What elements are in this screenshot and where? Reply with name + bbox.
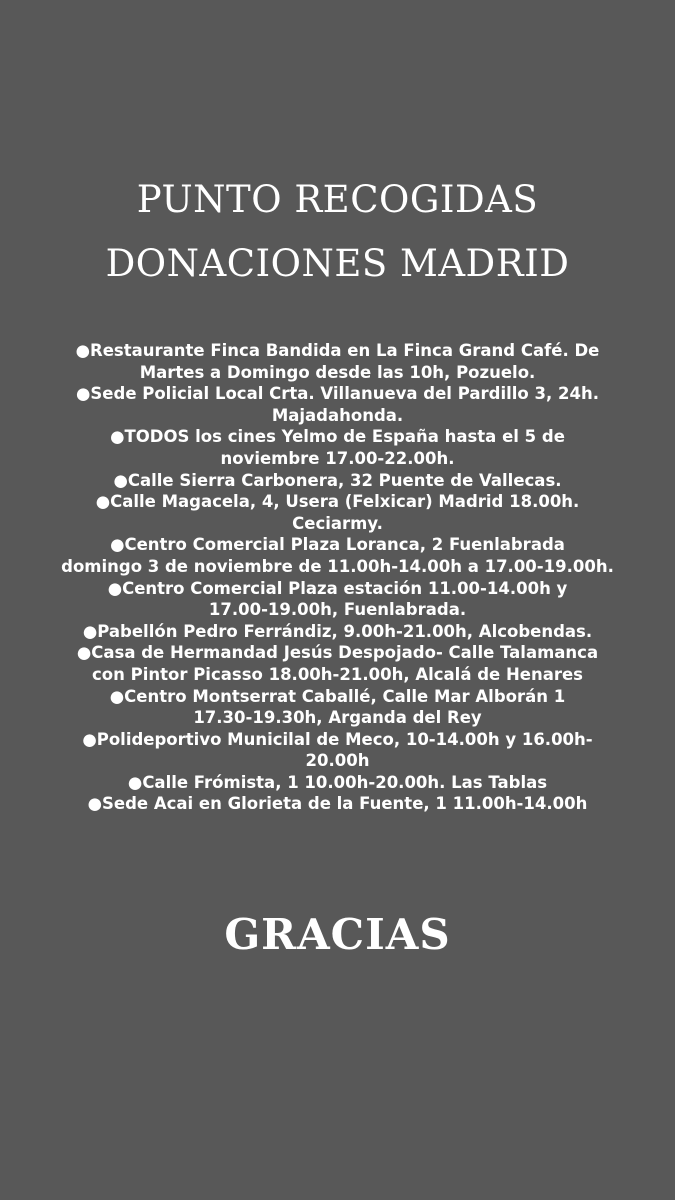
list-item-line: ●Restaurante Finca Bandida en La Finca Grand Café. De xyxy=(75,341,600,360)
list-item-line: Ceciarmy. xyxy=(292,513,383,533)
list-item-line: 17.30-19.30h, Arganda del Rey xyxy=(193,708,482,728)
list-item-line: 17.00-19.00h, Fuenlabrada. xyxy=(208,600,467,620)
thanks-text: GRACIAS xyxy=(224,910,451,959)
list-item xyxy=(20,470,655,492)
list-item xyxy=(20,729,655,772)
list-item xyxy=(20,426,655,469)
list-item xyxy=(20,534,655,577)
list-item-line: ●TODOS los cines Yelmo de España hasta el 5 de xyxy=(110,427,565,447)
list-item-line: ●Polideportivo Municilal de Meco, 10-14.00h y 16.00h- xyxy=(82,729,593,749)
title-line-1: PUNTO RECOGIDAS xyxy=(136,178,539,221)
list-item xyxy=(20,578,655,621)
list-item-line: ●Sede Policial Local Crta. Villanueva del Pardillo 3, 24h. xyxy=(76,384,599,404)
list-item-line: ●Calle Sierra Carbonera, 32 Puente de Vallecas. xyxy=(113,470,562,490)
list-item-line: noviembre 17.00-22.00h. xyxy=(220,448,455,468)
page-title xyxy=(0,168,675,296)
list-item-line: ●Casa de Hermandad Jesús Despojado- Calle Talamanca xyxy=(76,643,599,663)
list-item xyxy=(20,772,655,794)
list-item xyxy=(20,793,655,815)
list-item xyxy=(20,686,655,729)
locations-list xyxy=(20,340,655,815)
list-item-line: Martes a Domingo desde las 10h, Pozuelo. xyxy=(139,362,536,382)
list-item-line: ●Centro Comercial Plaza Loranca, 2 Fuenlabrada xyxy=(110,535,565,555)
list-item xyxy=(20,621,655,643)
list-item xyxy=(20,340,655,383)
list-item-line: ●Pabellón Pedro Ferrándiz, 9.00h-21.00h, Alcobendas. xyxy=(82,621,593,641)
title-line-2: DONACIONES MADRID xyxy=(105,242,570,285)
list-item xyxy=(20,383,655,426)
list-item xyxy=(20,491,655,534)
list-item-line: domingo 3 de noviembre de 11.00h-14.00h a 17.00-19.00h. xyxy=(61,556,614,576)
list-item xyxy=(20,642,655,685)
list-item-line: ●Centro Comercial Plaza estación 11.00-14.00h y xyxy=(107,578,568,598)
list-item-line: con Pintor Picasso 18.00h-21.00h, Alcalá de Henares xyxy=(92,664,583,684)
list-item-line: Majadahonda. xyxy=(271,405,404,425)
list-item-line: ●Calle Magacela, 4, Usera (Felxicar) Madrid 18.00h. xyxy=(95,492,580,512)
list-item-line: ●Sede Acai en Glorieta de la Fuente, 1 11.00h-14.00h xyxy=(87,794,588,814)
list-item-line: ●Calle Frómista, 1 10.00h-20.00h. Las Tablas xyxy=(127,772,548,792)
list-item-line: 20.00h xyxy=(305,751,370,771)
list-item-line: ●Centro Montserrat Caballé, Calle Mar Alborán 1 xyxy=(109,686,566,706)
